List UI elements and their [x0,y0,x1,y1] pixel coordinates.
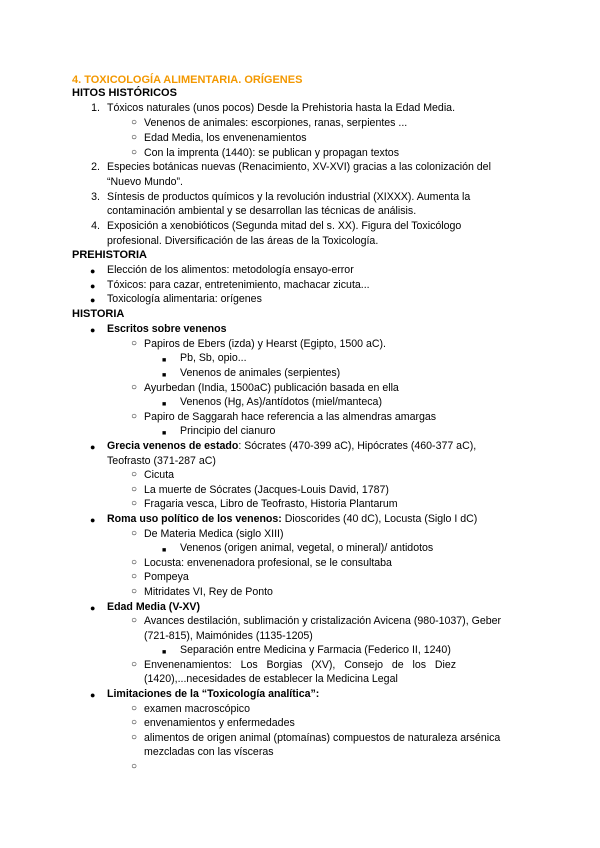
list-item-continuation: “Nuevo Mundo”. [107,176,183,188]
circle-bullet-icon: ○ [131,338,138,349]
disc-bullet-icon: ● [90,603,96,613]
circle-bullet-icon: ○ [131,382,138,393]
list-item: Envenenamientos: Los Borgias (XV), Consejo de los Diez [144,659,457,671]
list-item: Venenos de animales: escorpiones, ranas, serpientes ... [144,117,408,129]
list-item: Venenos (Hg, As)/antídotos (miel/manteca) [180,396,382,408]
list-item: Exposición a xenobióticos (Segunda mitad del s. XX). Figura del Toxicólogo [107,220,462,232]
list-item: Cicuta [144,469,175,481]
list-item: La muerte de Sócrates (Jacques-Louis David, 1787) [144,484,389,496]
circle-bullet-icon: ○ [131,761,138,772]
section-prehistoria-heading: PREHISTORIA [72,249,147,261]
roma-text: Dioscorides (40 dC), Locusta (Siglo I dC) [281,513,478,525]
grecia-text: : Sócrates (470-399 aC), Hipócrates (460-377 aC), [238,440,477,452]
disc-bullet-icon: ● [90,515,96,525]
disc-bullet-icon: ● [90,266,96,276]
list-item: Ayurbedan (India, 1500aC) publicación basada en ella [144,382,399,394]
roma-label: Roma uso político de los venenos: [107,513,282,525]
list-item-continuation: Teofrasto (371-287 aC) [107,455,216,467]
disc-bullet-icon: ● [90,281,96,291]
list-item: alimentos de origen animal (ptomaínas) compuestos de naturaleza arsénica [144,732,501,744]
list-item [107,439,476,454]
list-number: 3. [91,191,100,203]
circle-bullet-icon: ○ [131,484,138,495]
square-bullet-icon: ■ [162,372,167,379]
list-number: 2. [91,161,100,173]
list-item: envenamientos y enfermedades [144,717,295,729]
list-item-continuation: (1420),...necesidades de establecer la Medicina Legal [144,673,398,685]
list-item: examen macroscópico [144,703,250,715]
list-item: Especies botánicas nuevas (Renacimiento, XV-XVI) gracias a las colonización del [107,161,491,173]
section-historia-heading: HISTORIA [72,308,125,320]
list-item-continuation: (721-815), Maimónides (1135-1205) [144,630,313,642]
circle-bullet-icon: ○ [131,717,138,728]
disc-bullet-icon: ● [90,690,96,700]
list-item: Pb, Sb, opio... [180,352,247,364]
circle-bullet-icon: ○ [131,557,138,568]
disc-bullet-icon: ● [90,295,96,305]
list-item: Fragaria vesca, Libro de Teofrasto, Historia Plantarum [144,498,398,510]
square-bullet-icon: ■ [162,430,167,437]
list-item-continuation: mezcladas con las vísceras [144,746,274,758]
list-item: Edad Media, los envenenamientos [144,132,307,144]
square-bullet-icon: ■ [162,357,167,364]
square-bullet-icon: ■ [162,401,167,408]
circle-bullet-icon: ○ [131,498,138,509]
circle-bullet-icon: ○ [131,147,138,158]
circle-bullet-icon: ○ [131,659,138,670]
circle-bullet-icon: ○ [131,615,138,626]
list-item-continuation: profesional. Diversificación de las áreas de la Toxicología. [107,235,379,247]
circle-bullet-icon: ○ [131,571,138,582]
disc-bullet-icon: ● [90,325,96,335]
list-item: Papiro de Saggarah hace referencia a las almendras amargas [144,411,437,423]
list-item: Síntesis de productos químicos y la revolución industrial (XIXXX). Aumenta la [107,191,471,203]
list-item: Escritos sobre venenos [107,323,227,335]
circle-bullet-icon: ○ [131,411,138,422]
list-number: 1. [91,102,100,114]
circle-bullet-icon: ○ [131,469,138,480]
list-item [107,512,477,527]
circle-bullet-icon: ○ [131,117,138,128]
list-item: Limitaciones de la “Toxicología analítica”: [107,688,320,700]
square-bullet-icon: ■ [162,649,167,656]
circle-bullet-icon: ○ [131,586,138,597]
circle-bullet-icon: ○ [131,703,138,714]
square-bullet-icon: ■ [162,547,167,554]
list-number: 4. [91,220,100,232]
circle-bullet-icon: ○ [131,732,138,743]
list-item: Locusta: envenenadora profesional, se le consultaba [144,557,392,569]
section-hitos-heading: HITOS HISTÓRICOS [72,87,177,99]
list-item: Con la imprenta (1440): se publican y propagan textos [144,147,399,159]
circle-bullet-icon: ○ [131,132,138,143]
list-item: Avances destilación, sublimación y cristalización Avicena (980-1037), Geber [144,615,502,627]
circle-bullet-icon: ○ [131,528,138,539]
list-item: Pompeya [144,571,189,583]
grecia-label: Grecia venenos de estado [107,440,239,452]
list-item: Mitridates VI, Rey de Ponto [144,586,273,598]
list-item: Separación entre Medicina y Farmacia (Federico II, 1240) [180,644,451,656]
list-item: Venenos de animales (serpientes) [180,367,341,379]
list-item: Principio del cianuro [180,425,276,437]
page-title: 4. TOXICOLOGÍA ALIMENTARIA. ORÍGENES [72,74,303,86]
list-item: Tóxicos: para cazar, entretenimiento, machacar zicuta... [107,279,370,291]
list-item: De Materia Medica (siglo XIII) [144,528,284,540]
list-item-continuation: contaminación ambiental y se desarrollan las técnicas de análisis. [107,205,417,217]
list-item: Elección de los alimentos: metodología ensayo-error [107,264,354,276]
list-item: Venenos (origen animal, vegetal, o mineral)/ antidotos [180,542,434,554]
list-item: Toxicología alimentaria: orígenes [107,293,262,305]
list-item: Papiros de Ebers (izda) y Hearst (Egipto, 1500 aC). [144,338,387,350]
list-item: Tóxicos naturales (unos pocos) Desde la Prehistoria hasta la Edad Media. [107,102,456,114]
disc-bullet-icon: ● [90,442,96,452]
list-item: Edad Media (V-XV) [107,601,201,613]
